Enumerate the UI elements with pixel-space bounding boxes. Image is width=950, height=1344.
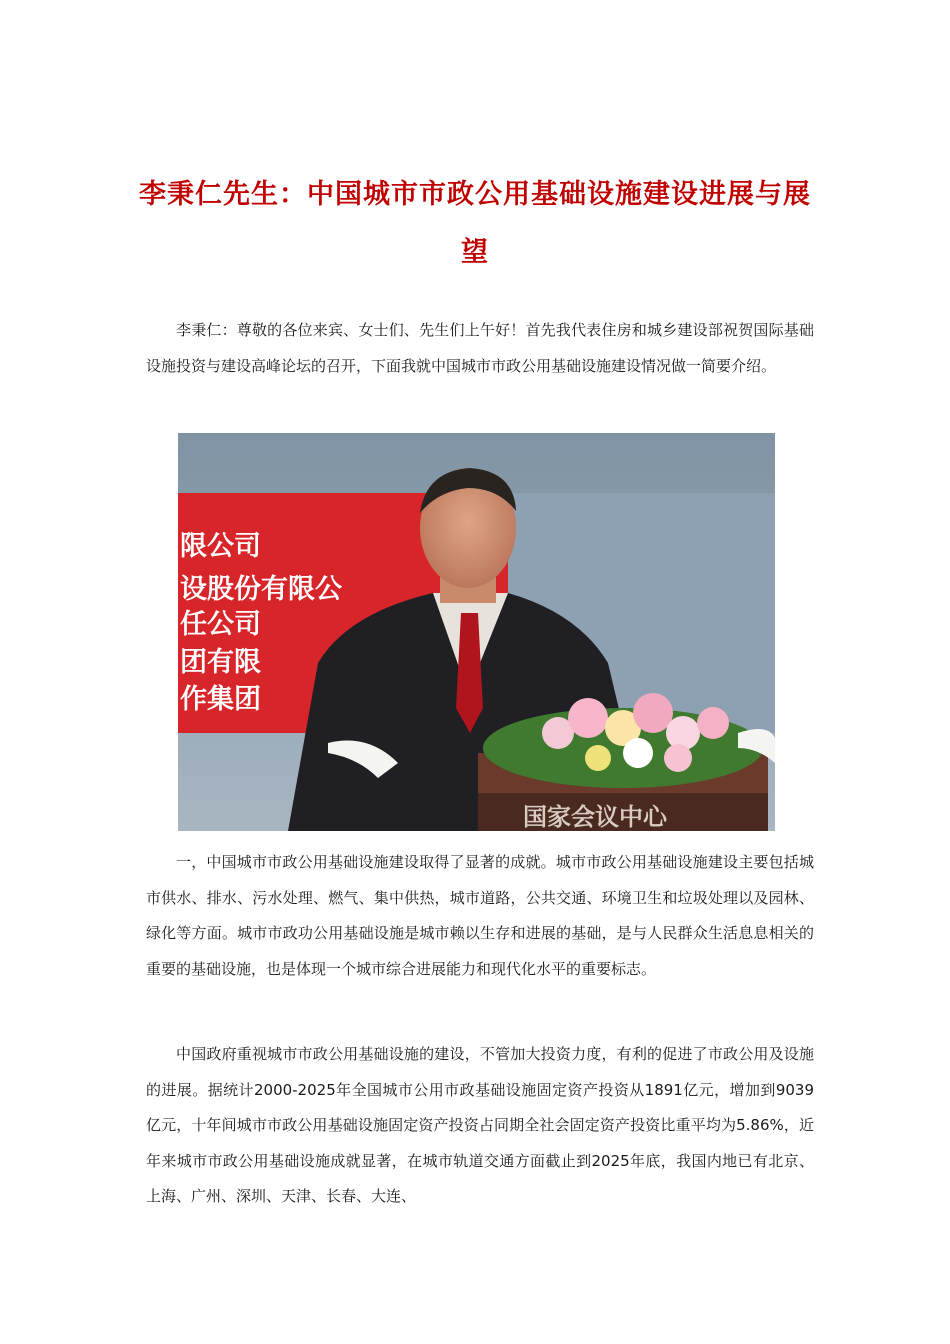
document-title: 李秉仁先生：中国城市市政公用基础设施建设进展与展望 [139, 179, 811, 269]
paragraph-investment: 中国政府重视城市市政公用基础设施的建设，不管加大投资力度，有利的促进了市政公用及设施的进展。据统计2000-2025年全国城市公用市政基础设施固定资产投资从1891亿元，增加到9039亿元，十年间城市市政公用基础设施固定资产投资占同期全社会固定资产投资比重平均为5.86%，近年来城市市政公用基础设施成就显著，在城市轨道交通方面截止到2025年底，我国内地已有北京、上海、广州、深圳、天津、长春、大连、 [146, 1045, 814, 1205]
banner-line-2: 设股份有限公 [180, 574, 342, 605]
banner-line-1: 限公司 [180, 531, 261, 562]
banner-line-4: 团有限 [180, 647, 261, 678]
paragraph-achievements: 一，中国城市市政公用基础设施建设取得了显著的成就。城市市政公用基础设施建设主要包括城市供水、排水、污水处理、燃气、集中供热，城市道路，公共交通、环境卫生和垃圾处理以及园林、绿化等方面。城市市政功公用基础设施是城市赖以生存和进展的基础，是与人民群众生活息息相关的重要的基础设施，也是体现一个城市综合进展能力和现代化水平的重要标志。 [146, 853, 814, 978]
podium-text: 国家会议中心 [523, 803, 667, 831]
speaker-photo [178, 433, 775, 831]
banner-line-5: 作集团 [180, 684, 261, 715]
banner-line-3: 任公司 [180, 609, 261, 640]
paragraph-intro: 李秉仁：尊敬的各位来宾、女士们、先生们上午好！首先我代表住房和城乡建设部祝贺国际基础设施投资与建设高峰论坛的召开，下面我就中国城市市政公用基础设施建设情况做一简要介绍。 [146, 321, 814, 375]
